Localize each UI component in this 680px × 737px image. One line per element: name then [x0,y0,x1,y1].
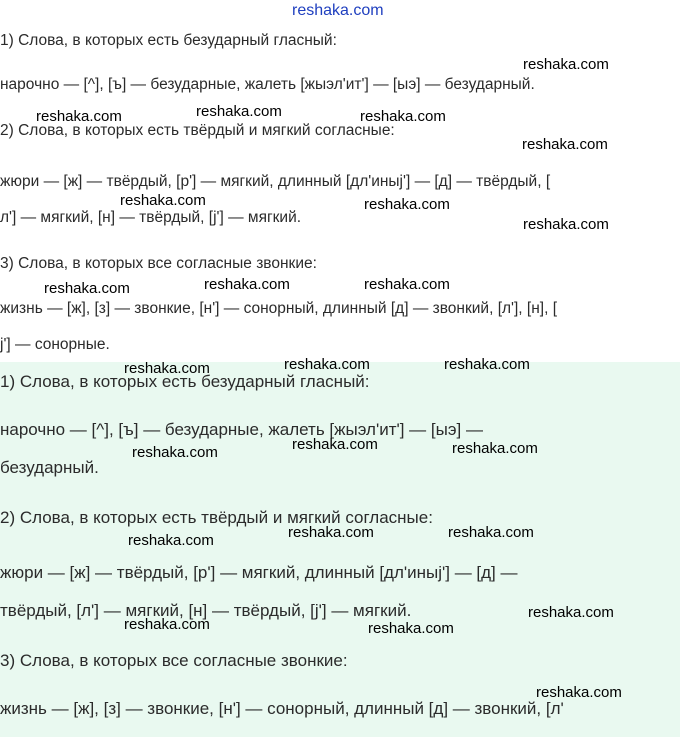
answer-section-bottom [0,362,680,737]
text-line: нарочно — [^], [ъ] — безударные, жалеть [жыэл'ит'] — [ыэ] — [0,420,483,439]
heading-voiced: 3) Слова, в которых все согласные звонкие: [0,255,317,272]
heading-hard-soft: 2) Слова, в которых есть твёрдый и мягкий согласные: [0,122,395,139]
watermark: reshaka.com [444,356,530,373]
watermark: reshaka.com [124,616,210,633]
text-line: нарочно — [^], [ъ] — безударные, жалеть [жыэл'ит'] — [ыэ] — безударный. [0,76,535,93]
watermark: reshaka.com [120,192,206,209]
watermark: reshaka.com [196,103,282,120]
text-line: безударный. [0,458,99,477]
watermark: reshaka.com [364,196,450,213]
watermark: reshaka.com [284,356,370,373]
text-line: л'] — мягкий, [н] — твёрдый, [j'] — мягкий. [0,209,302,226]
watermark: reshaka.com [292,436,378,453]
heading-unstressed: 1) Слова, в которых есть безударный гласный: [0,32,337,49]
watermark: reshaka.com [44,280,130,297]
watermark: reshaka.com [536,684,622,701]
watermark: reshaka.com [132,444,218,461]
text-line: жизнь — [ж], [з] — звонкие, [н'] — сонорный, длинный [д] — звонкий, [л' [0,699,564,718]
watermark: reshaka.com [124,360,210,377]
watermark: reshaka.com [368,620,454,637]
watermark: reshaka.com [523,56,609,73]
watermark: reshaka.com [36,108,122,125]
watermark: reshaka.com [523,216,609,233]
watermark: reshaka.com [288,524,374,541]
site-header: reshaka.com [292,2,384,19]
text-line: твёрдый, [л'] — мягкий, [н] — твёрдый, [j'] — мягкий. [0,601,412,620]
watermark: reshaka.com [522,136,608,153]
heading-hard-soft: 2) Слова, в которых есть твёрдый и мягкий согласные: [0,508,433,527]
text-line: жюри — [ж] — твёрдый, [р'] — мягкий, длинный [дл'иныj'] — [д] — твёрдый, [ [0,173,551,190]
watermark: reshaka.com [448,524,534,541]
watermark: reshaka.com [452,440,538,457]
watermark: reshaka.com [204,276,290,293]
watermark: reshaka.com [364,276,450,293]
heading-unstressed: 1) Слова, в которых есть безударный гласный: [0,372,370,391]
watermark: reshaka.com [128,532,214,549]
text-line: жюри — [ж] — твёрдый, [р'] — мягкий, длинный [дл'иныj'] — [д] — [0,563,518,582]
text-line: j'] — сонорные. [0,336,110,353]
watermark: reshaka.com [528,604,614,621]
watermark: reshaka.com [360,108,446,125]
text-line: жизнь — [ж], [з] — звонкие, [н'] — сонорный, длинный [д] — звонкий, [л'], [н], [ [0,300,558,317]
heading-voiced: 3) Слова, в которых все согласные звонкие: [0,651,348,670]
